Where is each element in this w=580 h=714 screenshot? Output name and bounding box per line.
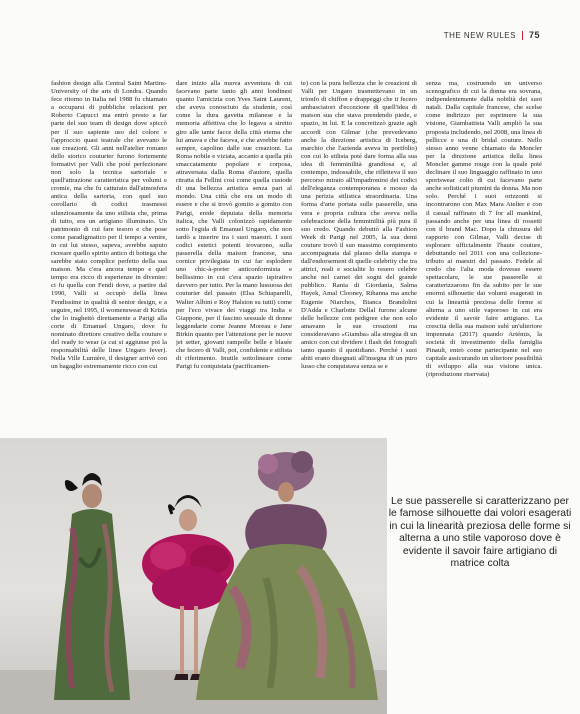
model-left (54, 473, 130, 700)
article-column-1: fashion design alla Central Saint Martins-University of the arts di Londra. Quando fece ritorno in Italia nel 1988 fu chiamato a occuparsi di pubbliche relazioni per Roberto Capucci ma entrò presto a far parte del suo team di design dove spiccò per il suo sapiente uso del colore e l'approccio quasi teatrale che avevano le sue creazioni. Gli anni nell'atelier romano dello storico couturier furono fortemente formativi per Valli che poté perfezionare non solo la tecnica sartoriale e quell'attrazione caratteristica per volumi e cromie, ma che fu catturato dall'atmosfera antica della sartoria, con quel suo corollario di codici trasmessi silenziosamente da uno stilista che, prima di tutto, era un artigiano illuminato. Un patrimonio di cui fare tesoro e che pose come paradigmatico per il tempo a venire, in cui lui stesso, sapeva, avrebbe saputo ricreare quello spirito antico di bottega che sarebbe stato complice perfetto della sua maison. Ma c'era ancora tempo e quel tempo era ricco di esperienze in divenire: ci fu quella con Fendi dove, a partire dal 1990, Valli si occupò della linea Fendissime in qualità di senior design, e a seguire, nel 1995, il womenswear di Krizia che lo traghettò direttamente a Parigi alla corte di Emanuel Ungaro, dove fu nominato direttore creativo della couture e del ready to wear (a cui si aggiunse poi la responsabilità delle linee Ungaro fever). Nella Ville Lumière, il designer arrivò con un bagaglio estremamente ricco con cui (51, 80, 167, 371)
section-title: THE NEW RULES (443, 30, 516, 40)
pull-quote: Le sue passerelle si caratterizzano per le famose silhouette dai volori esagerati in cui la linearità preziosa delle forme si alterna a uno stile vaporoso dove è evidente il savoir faire artigiano di matrice colta (388, 496, 572, 570)
article-column-2: dare inizio alla nuova avventura di cui facevano parte tanto gli anni londinesi quanto l'amicizia con Yves Saint Laurent, che aveva conosciuto da studente, così come la dura gavetta milanese e la memoria affettiva che lo legava a stretto giro alle tante facce della città eterna che lui amava e che faceva, e che avrebbe fatto sempre, capolino dalle sue creazioni. La Roma nobile e viziata, accanto a quella più smaccatamente popolare e corposa, attraversata dalla Roma d'autore, quella ritratta da Fellini così come quella custode di una bellezza artistica senza pari al mondo. Una città che era un modo di essere e che si trovò gomito a gomito con Parigi, erede deputata della memoria italica, che Valli colonizzò rapidamente sotto l'egida di Emanuel Ungaro, che non tardò a inserire tra i suoi maestri. I suoi codici estetici potenti trovarono, sulla passerella della maison francese, una cornice privilegiata in cui far esplodere uno chic-à-porter anticonformista e bellissimo in cui c'era spazio ispirativo davvero per tutto. Per la mano lussuosa dei couturier del passato (Elsa Schiaparelli, Walter Albini e Roy Halston su tutti) come per l'eco vivace dei viaggi tra India e Giappone, per il fascino sessuale di donne leggendarie come Jeanne Moreau e Jane Birkin quanto per l'attenzione per le nuove jet setter, giovani rampolle belle e blasée che fecero di Valli, poi, confidente e stilista di riferimento. Inutile sottolineare come Parigi fu conquistata (pacificamen- (176, 80, 292, 371)
models-illustration (0, 438, 387, 714)
article-body (51, 80, 542, 422)
runway-photo (0, 438, 387, 714)
article-column-3: te) con la pura bellezza che le creazioni di Valli per Ungaro trasmettevano in un trionfo di chiffon e drappeggi che ti fecero ambasciatori d'eccezione di quell'idea di maison sua che stava prendendo piede, e spazio, in lui. E la concretizzò grazie agli accordi con Gilmar (che prevedevano anche la direzione artistica di Iceberg, marchio che l'azienda aveva in portfolio) con cui lo stilista poté dare forma alla sua idea di femminilità grandiosa e, al contempo, indossabile, che rifletteva il suo percorso mirato all'impadronirsi dei codici dell'eleganza contemporanea e mosso da una perizia stilistica straordinaria. Una forma d'arte portata sulle passerelle, una vera e propria cultura che aveva nella celebrazione della femminilità più pura il suo credo. Quando debuttò alla Fashion Week di Parigi nel 2005, la sua demi couture trovò il suo massimo compimento accompagnata dal plauso della stampa e dall'endorsement di quelle celebrity che tra attrici, reali e socialite lo resero celebre anche nel carnet dei sogni del grande pubblico. Rania di Giordania, Salma Hayek, Amal Clooney, Rihanna ma anche Eugenie Niarchos, Bianca Brandolini D'Adda e Charlotte Dellal furono alcune delle bellezze con pedigree che non solo amavano le sue creazioni ma consideravano «Giamba» alla stregua di un amico con cui dividere i flash dei fotografi tanto quanto il quotidiano. Perché i suoi abiti erano disegnati all'insegna di un puro lusso che conquistava senza se e (301, 80, 417, 371)
page-header (444, 30, 540, 40)
header-divider (522, 31, 523, 40)
article-column-4: senza ma, costruendo un universo scenografico di cui la donna era sovrana, indipendentemente dalla nobiltà dei suoi natali. Dalla capitale francese, che scelse come indirizzo per esprimere la sua visione, Giambattista Valli ampliò la sua proposta includendo, nel 2008, una linea di pellicce e una di bridal couture. Nello stesso anno venne chiamato da Moncler per la direzione artistica della linea Moncler gamme rouge con la quale poté declinare il suo linguaggio raffinato in uno sportswear colto di cui facevano parte anche sofisticati piumini da donna. Ma non solo. Perché i suoi orizzonti si incontrarono con Max Mara Atelier e con il casual raffinato di 7 for all mankind, passando anche per una linea di rossetti con il brand Mac. Dopo la chiusura del rapporto con Gilmar, Valli decise di esplorare ufficialmente l'haute couture, debuttando nel 2011 con una collezione-tributo ai maestri del passato. Fedele al credo che l'alta moda dovesse essere spettacolare, le sue passerelle si caratterizzarono fin da subito per le sue enormi silhouette dai volumi esagerati in cui la linearità preziosa delle forme si alterna a uno stile vaporoso in cui era evidente il savoir faire artigiano. La crescita della sua maison subì un'ulteriore impennata (2017) quando Artémis, la società di investimento della famiglia Pinault, entrò come partecipante nel suo capitale assicurando un ulteriore possibilità di sviluppo alla sua visione unica. (riproduzione riservata) (426, 80, 542, 379)
page-number: 75 (528, 30, 540, 40)
